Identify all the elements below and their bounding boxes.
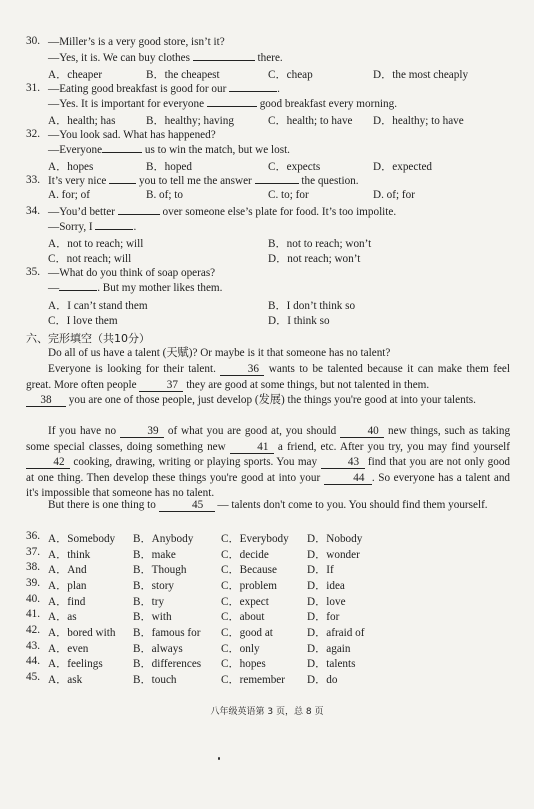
question-text: —You look sad. What has happened?: [48, 129, 216, 141]
option-c: C．expects: [268, 161, 321, 173]
option-b: B．always: [133, 643, 183, 655]
option-d: D．idea: [307, 580, 345, 592]
question-text: —Eating good breakfast is good for our .: [48, 83, 280, 95]
option-b: B．the cheapest: [146, 69, 220, 81]
option-d: D．again: [307, 643, 351, 655]
answer-blank: [109, 183, 136, 184]
cloze-number: 40.: [26, 593, 40, 605]
scan-speck: [218, 757, 220, 760]
option-c: C．hopes: [221, 658, 266, 670]
option-d: D．not reach; won’t: [268, 253, 361, 265]
option-a: A. for; of: [48, 189, 90, 201]
question-answer-line: —Everyone us to win the match, but we lost.: [48, 144, 290, 156]
option-a: A．think: [48, 549, 91, 561]
cloze-blank: 36: [220, 363, 264, 376]
option-c: C．Because: [221, 564, 277, 576]
option-a: A．Somebody: [48, 533, 116, 545]
answer-blank: [193, 60, 255, 61]
option-d: D．Nobody: [307, 533, 363, 545]
option-d: D．do: [307, 674, 338, 686]
option-b: B．healthy; having: [146, 115, 234, 127]
option-b: B．differences: [133, 658, 202, 670]
cloze-blank: 38: [26, 394, 66, 407]
option-d: D．If: [307, 564, 334, 576]
option-c: C．decide: [221, 549, 269, 561]
answer-blank: [255, 183, 299, 184]
passage-paragraph: If you have no 39 of what you are good at, you should 40 new things, such as taking some special classes, doing something new 41 a friend, etc. After you try, you may find yourself 42 cooking, drawing, writing or playing sports. You may 43 find that you are not only good at one thing. Then develop these things you're good at into your 44 . So everyone has a talent and it's impossible that someone has no talent.: [26, 425, 511, 500]
option-c: C．expect: [221, 596, 269, 608]
option-c: C．cheap: [268, 69, 313, 81]
option-c: C．problem: [221, 580, 277, 592]
question-answer-line: —Yes, it is. We can buy clothes there.: [48, 52, 283, 64]
option-b: B．hoped: [146, 161, 192, 173]
cloze-blank: 44: [324, 472, 372, 485]
question-number: 34.: [26, 205, 40, 217]
cloze-number: 36.: [26, 530, 40, 542]
option-d: D．I think so: [268, 315, 330, 327]
option-a: A．And: [48, 564, 87, 576]
cloze-number: 45.: [26, 671, 40, 683]
answer-blank: [229, 91, 277, 92]
cloze-number: 41.: [26, 608, 40, 620]
option-d: D．for: [307, 611, 340, 623]
section-heading: 六、完形填空（共10分）: [26, 332, 150, 345]
question-number: 30.: [26, 35, 40, 47]
question-number: 35.: [26, 266, 40, 278]
cloze-number: 44.: [26, 655, 40, 667]
option-d: D．expected: [373, 161, 433, 173]
question-text: It’s very nice you to tell me the answer the question.: [48, 175, 359, 187]
option-a: A．find: [48, 596, 86, 608]
option-a: A．not to reach; will: [48, 238, 144, 250]
option-d: D．wonder: [307, 549, 360, 561]
option-b: B．not to reach; won’t: [268, 238, 372, 250]
question-text: —Miller’s is a very good store, isn’t it?: [48, 36, 225, 48]
passage-paragraph: Do all of us have a talent (天赋)? Or maybe is it that someone has no talent?: [48, 347, 391, 359]
option-a: A．hopes: [48, 161, 94, 173]
option-b: B．Though: [133, 564, 187, 576]
question-number: 33.: [26, 174, 40, 186]
option-b: B．story: [133, 580, 175, 592]
option-a: A．plan: [48, 580, 87, 592]
option-a: A．bored with: [48, 627, 116, 639]
option-c: C．not reach; will: [48, 253, 132, 265]
option-c: C．only: [221, 643, 260, 655]
cloze-blank: 41: [230, 441, 274, 454]
passage-paragraph: But there is one thing to 45 — talents don't come to you. You should find them yourself.: [48, 499, 488, 511]
passage-paragraph: 38 you are one of those people, just develop (发展) the things you're good at into your talents.: [26, 393, 510, 409]
option-c: C. to; for: [268, 189, 309, 201]
option-d: D．love: [307, 596, 346, 608]
cloze-blank: 45: [159, 499, 215, 512]
option-b: B．make: [133, 549, 176, 561]
option-b: B．I don’t think so: [268, 300, 356, 312]
cloze-blank: 37: [139, 379, 183, 392]
option-c: C．Everybody: [221, 533, 289, 545]
question-number: 32.: [26, 128, 40, 140]
question-answer-line: —Sorry, I .: [48, 221, 137, 233]
option-b: B. of; to: [146, 189, 183, 201]
question-answer-line: —Yes. It is important for everyone good breakfast every morning.: [48, 98, 398, 110]
passage-paragraph: Everyone is looking for their talent. 36 wants to be talented because it can make them feel great. More often people 37 they are good at some things, but not talented in them.: [26, 363, 510, 391]
answer-blank: [102, 152, 142, 153]
option-a: A．cheaper: [48, 69, 103, 81]
answer-blank: [207, 106, 257, 107]
option-d: D．healthy; to have: [373, 115, 464, 127]
option-c: C．good at: [221, 627, 273, 639]
cloze-blank: 43: [321, 456, 365, 469]
answer-blank: [59, 290, 97, 291]
option-a: A．I can’t stand them: [48, 300, 148, 312]
question-text: —What do you think of soap operas?: [48, 267, 216, 279]
option-b: B．with: [133, 611, 172, 623]
option-c: C．about: [221, 611, 265, 623]
cloze-blank: 42: [26, 456, 70, 469]
option-d: D．afraid of: [307, 627, 365, 639]
option-c: C．health; to have: [268, 115, 353, 127]
option-b: B．touch: [133, 674, 177, 686]
question-answer-line: — . But my mother likes them.: [48, 282, 223, 294]
option-a: A．even: [48, 643, 89, 655]
option-d: D．the most cheaply: [373, 69, 469, 81]
answer-blank: [118, 214, 160, 215]
page-footer: 八年级英语第 3 页，总 8 页: [210, 707, 324, 717]
option-a: A．health; has: [48, 115, 116, 127]
cloze-number: 43.: [26, 640, 40, 652]
question-text: —You’d better over someone else’s plate for food. It’s too impolite.: [48, 206, 397, 218]
option-c: C．I love them: [48, 315, 118, 327]
option-a: A．ask: [48, 674, 83, 686]
option-b: B．try: [133, 596, 165, 608]
option-d: D. of; for: [373, 189, 415, 201]
question-number: 31.: [26, 82, 40, 94]
option-d: D．talents: [307, 658, 356, 670]
option-b: B．famous for: [133, 627, 201, 639]
cloze-number: 37.: [26, 546, 40, 558]
answer-blank: [95, 229, 133, 230]
option-c: C．remember: [221, 674, 285, 686]
option-b: B．Anybody: [133, 533, 194, 545]
cloze-blank: 40: [340, 425, 384, 438]
option-a: A．feelings: [48, 658, 103, 670]
cloze-blank: 39: [120, 425, 164, 438]
cloze-number: 38.: [26, 561, 40, 573]
cloze-number: 39.: [26, 577, 40, 589]
option-a: A．as: [48, 611, 77, 623]
cloze-number: 42.: [26, 624, 40, 636]
